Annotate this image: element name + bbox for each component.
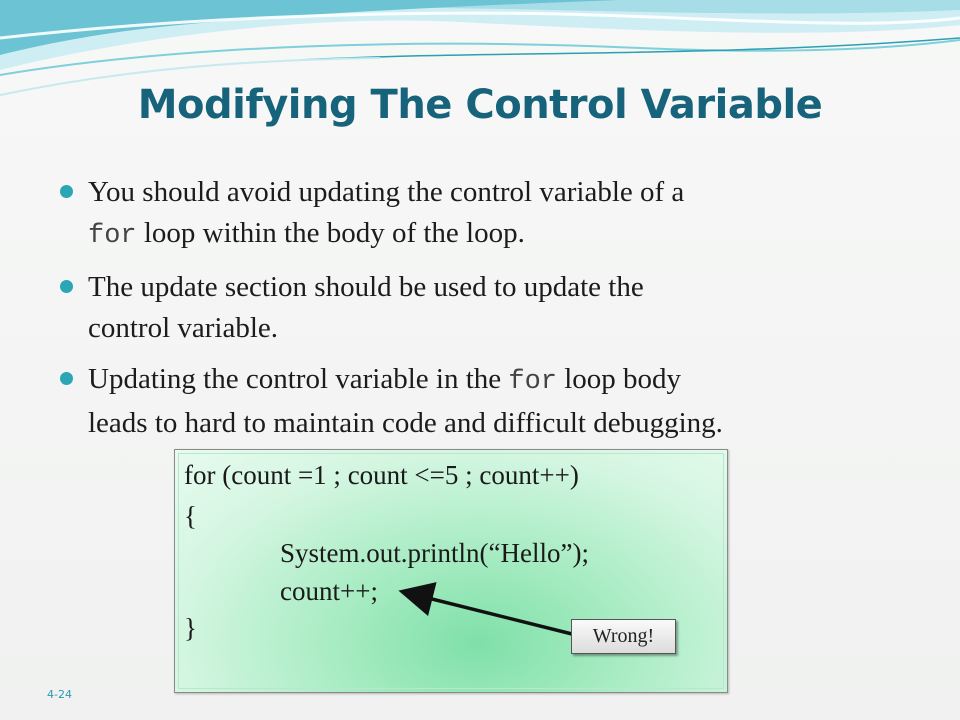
bullet-2-line-2: control variable. — [88, 312, 279, 344]
bullet-2-line-1: The update section should be used to update the — [88, 271, 644, 303]
code-example-box — [174, 449, 728, 693]
bullet-item-1 — [60, 172, 930, 257]
bullet-item-2 — [60, 267, 930, 349]
bullet-3-for-keyword: for — [508, 367, 557, 397]
bullet-3-line-2: leads to hard to maintain code and difficult debugging. — [88, 407, 723, 439]
bullet-dot-icon — [60, 185, 73, 198]
bullet-dot-icon — [60, 372, 73, 385]
wrong-callout-label: Wrong! — [571, 619, 676, 654]
slide-title: Modifying The Control Variable — [137, 82, 823, 128]
bullet-1-line-1: You should avoid updating the control variable of a — [88, 176, 685, 208]
code-line-increment: count++; — [280, 576, 378, 606]
slide-number: 4-24 — [47, 688, 72, 701]
code-line-close-brace: } — [184, 613, 197, 643]
bullet-3-line-1-post: loop body — [556, 363, 682, 395]
bullet-3-line-1-pre: Updating the control variable in the — [88, 363, 509, 395]
bullet-1-for-keyword: for — [88, 221, 137, 251]
code-line-for-header: for (count =1 ; count <=5 ; count++) — [184, 460, 579, 490]
bullet-item-3 — [60, 359, 930, 444]
code-line-println: System.out.println(“Hello”); — [280, 538, 589, 568]
bullet-dot-icon — [60, 280, 73, 293]
bullet-list — [60, 172, 930, 454]
bullet-1-line-2: loop within the body of the loop. — [136, 217, 525, 249]
code-line-open-brace: { — [184, 501, 197, 531]
